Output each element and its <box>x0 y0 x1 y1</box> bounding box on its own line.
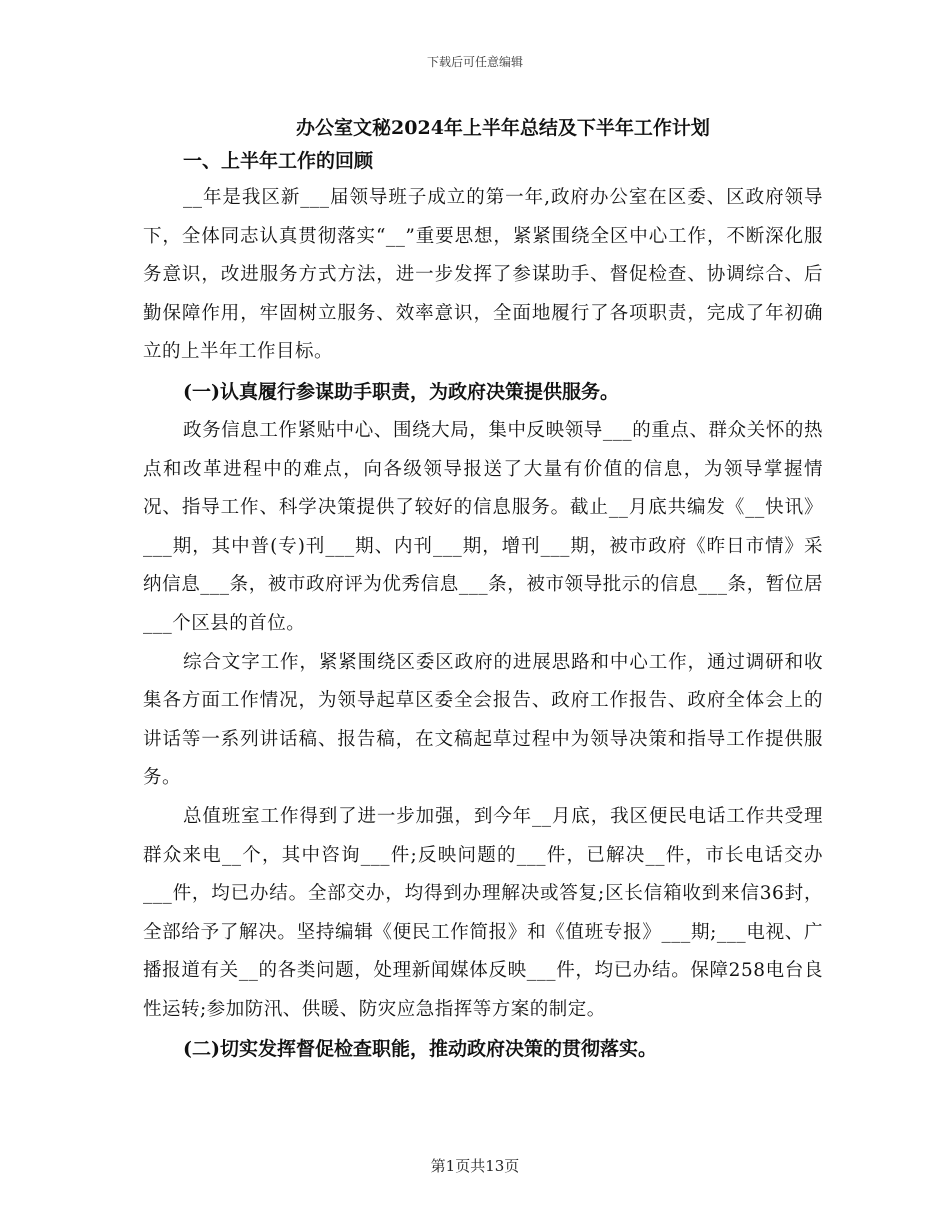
section-heading-review: 一、上半年工作的回顾 <box>183 150 374 172</box>
paragraph-duty-office: 总值班室工作得到了进一步加强，到今年__月底，我区便民电话工作共受理群众来电__个，其中咨询___件;反映问题的___件，已解决__件，市长电话交办___件，均已办结。全部交办，均得到办理解决或答复;区长信箱收到来信36封，全部给予了解决。坚持编辑《便民工作简报》和《值班专报》___期;___电视、广播报道有关__的各类问题，处理新闻媒体反映___件，均已办结。保障258电台良性运转;参加防汛、供暖、防灾应急指挥等方案的制定。 <box>143 805 823 1020</box>
paragraph-info-work: 政务信息工作紧贴中心、围绕大局，集中反映领导___的重点、群众关怀的热点和改革进程中的难点，向各级领导报送了大量有价值的信息，为领导掌握情况、指导工作、科学决策提供了较好的信息服务。截止__月底共编发《__快讯》___期，其中普(专)刊___期、内刊___期，增刊___期，被市政府《昨日市情》采纳信息___条，被市政府评为优秀信息___条，被市领导批示的信息___条，暂位居___个区县的首位。 <box>143 419 823 634</box>
paragraph-writing-work: 综合文字工作，紧紧围绕区委区政府的进展思路和中心工作，通过调研和收集各方面工作情况，为领导起草区委全会报告、政府工作报告、政府全体会上的讲话等一系列讲话稿、报告稿，在文稿起草过程中为领导决策和指导工作提供服务。 <box>143 651 823 789</box>
document-body <box>143 113 823 1069</box>
subsection-heading-supervision: (二)切实发挥督促检查职能，推动政府决策的贯彻落实。 <box>183 1038 657 1061</box>
header-note: 下载后可任意编辑 <box>426 55 523 69</box>
paragraph-intro: __年是我区新___届领导班子成立的第一年,政府办公室在区委、区政府领导下，全体同志认真贯彻落实“__”重要思想，紧紧围绕全区中心工作，不断深化服务意识，改进服务方式方法，进一步发挥了参谋助手、督促检查、协调综合、后勤保障作用，牢固树立服务、效率意识，全面地履行了各项职责，完成了年初确立的上半年工作目标。 <box>143 187 823 363</box>
subsection-heading-advisory: (一)认真履行参谋助手职责，为政府决策提供服务。 <box>183 380 619 403</box>
document-title: 办公室文秘2024年上半年总结及下半年工作计划 <box>296 117 710 139</box>
page-number-footer: 第1页共13页 <box>430 1157 520 1175</box>
